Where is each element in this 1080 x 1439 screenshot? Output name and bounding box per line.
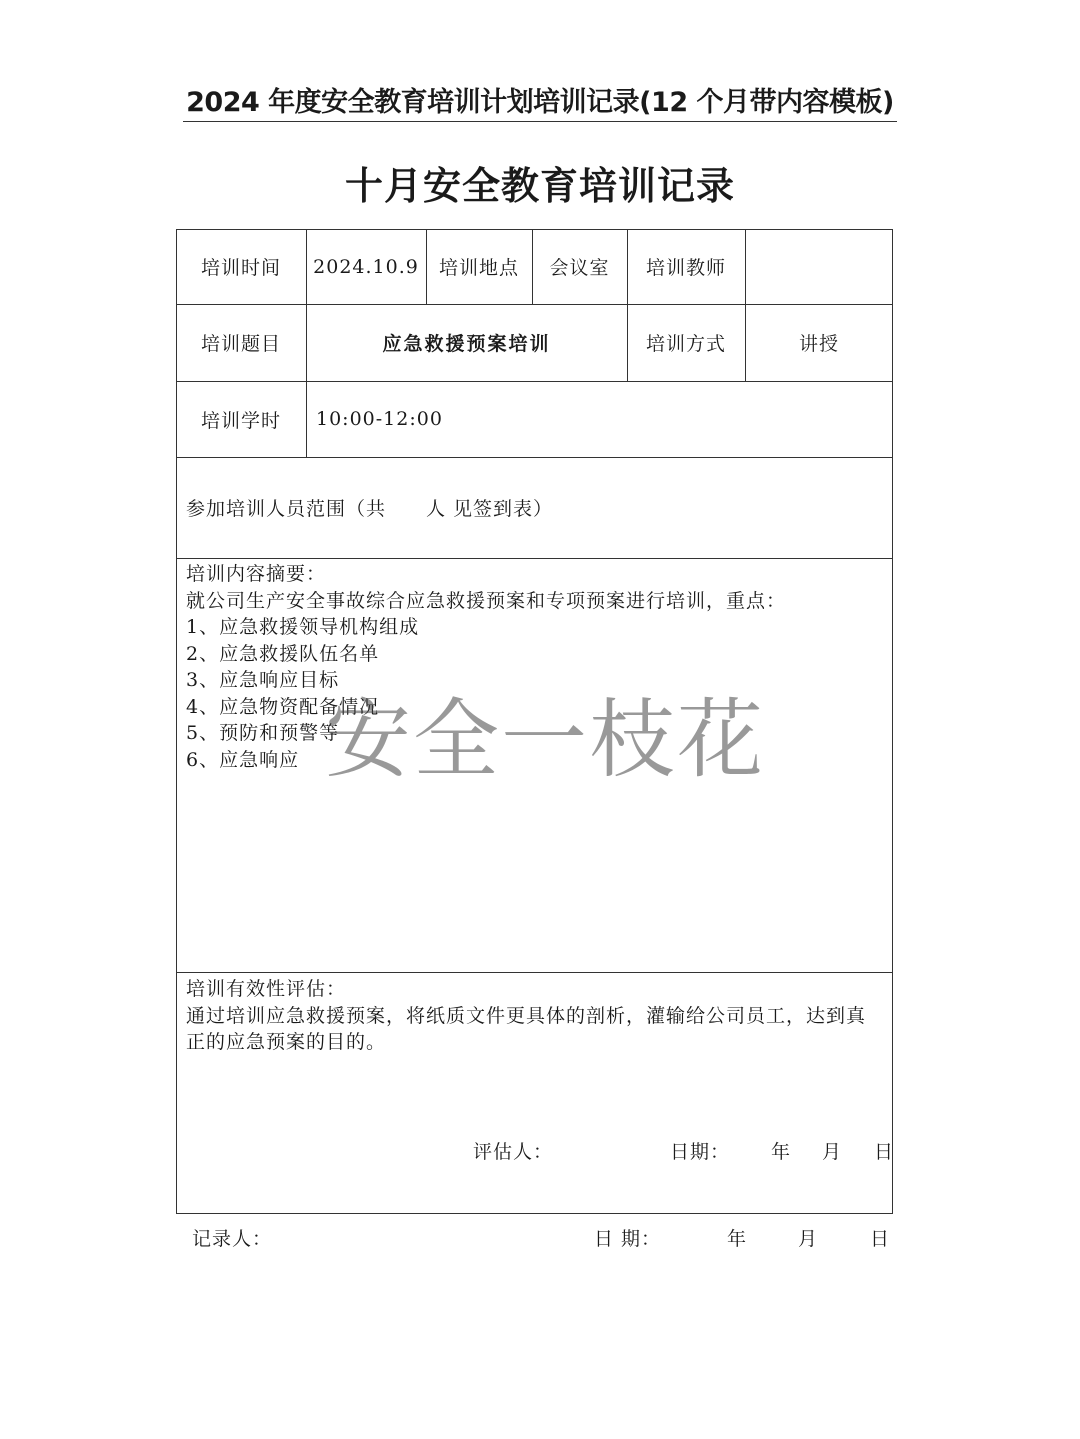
training-evaluation (186, 976, 866, 1056)
recorder-label: 记录人： (192, 1228, 273, 1250)
training-teacher-value (745, 229, 893, 304)
document-header-title: 2024 年度安全教育培训计划培训记录(12 个月带内容模板) (186, 87, 894, 118)
participants-scope: 参加培训人员范围（共 人 见签到表） (186, 498, 554, 520)
evaluation-heading: 培训有效性评估： (186, 978, 347, 1000)
training-hours-label: 培训学时 (200, 409, 281, 432)
evaluation-month: 月 (822, 1141, 843, 1163)
evaluation-line: 正的应急预案的目的。 (186, 1031, 387, 1053)
footer-day: 日 (870, 1228, 891, 1250)
list-item: 1、应急救援领导机构组成 (186, 616, 420, 638)
list-item: 5、预防和预警等 (186, 722, 340, 744)
training-teacher-label: 培训教师 (645, 257, 726, 279)
training-topic-label: 培训题目 (200, 333, 281, 355)
footer-year: 年 (727, 1228, 748, 1250)
training-method-value: 讲授 (798, 333, 839, 355)
training-location-value: 会议室 (549, 257, 610, 279)
footer-date-label: 日 期： (594, 1228, 662, 1250)
evaluation-day: 日 (874, 1141, 895, 1163)
training-location-label: 培训地点 (438, 257, 519, 279)
page-title: 十月安全教育培训记录 (344, 164, 735, 208)
footer-month: 月 (798, 1228, 819, 1250)
row-divider (176, 972, 893, 973)
content-intro: 就公司生产安全事故综合应急救援预案和专项预案进行培训，重点： (186, 589, 787, 612)
evaluator-label: 评估人： (473, 1141, 554, 1163)
list-item: 3、应急响应目标 (186, 669, 340, 691)
training-content-summary (186, 561, 786, 773)
list-item: 4、应急物资配备情况 (186, 695, 380, 718)
evaluation-date-label: 日期： (670, 1141, 731, 1163)
training-topic-value: 应急救援预案培训 (382, 333, 551, 355)
list-item: 6、应急响应 (186, 748, 300, 771)
training-hours-value: 10:00-12:00 (316, 408, 443, 430)
header-rule (183, 121, 897, 122)
training-method-label: 培训方式 (645, 333, 726, 355)
training-time-label: 培训时间 (200, 257, 281, 279)
list-item: 2、应急救援队伍名单 (186, 642, 380, 665)
evaluation-year: 年 (771, 1141, 792, 1163)
row-divider (176, 558, 893, 559)
watermark: 安全一枝花 (325, 690, 765, 790)
content-heading: 培训内容摘要： (186, 563, 327, 585)
training-time-value: 2024.10.9 (313, 255, 419, 278)
evaluation-line: 通过培训应急救援预案，将纸质文件更具体的剖析，灌输给公司员工，达到真 (186, 1004, 867, 1027)
